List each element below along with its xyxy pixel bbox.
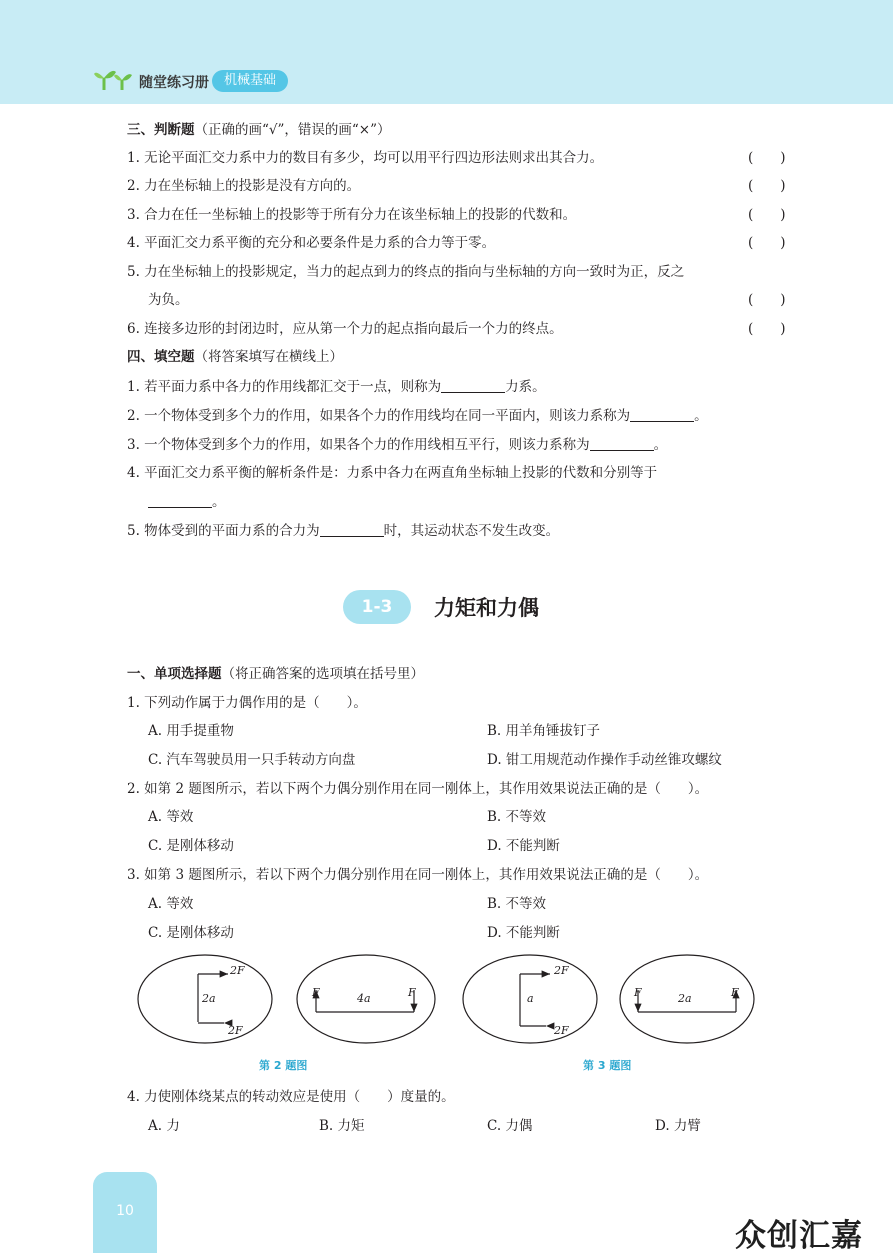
- fill-item-text: 1. 若平面力系中各力的作用线都汇交于一点，则称为: [127, 379, 442, 395]
- fill-instruction: （将答案填写在横线上）: [194, 349, 343, 365]
- judgment-instruction: （正确的画“√”，错误的画“×”）: [194, 122, 391, 138]
- page-number: 10: [116, 1203, 134, 1219]
- figure-2-caption: 第 2 题图: [259, 1059, 308, 1072]
- option-c: C. 力偶: [487, 1118, 533, 1134]
- choice-q4: 4. 力使刚体绕某点的转动效应是使用（ ）度量的。: [127, 1089, 455, 1105]
- option-a: A. 等效: [148, 809, 194, 825]
- figure-3-caption: 第 3 题图: [583, 1059, 632, 1072]
- force-label: 2F: [230, 964, 245, 977]
- fill-item-text: 力系。: [505, 379, 546, 395]
- fill-item-4-cont: [148, 492, 226, 512]
- option-c: C. 汽车驾驶员用一只手转动方向盘: [148, 752, 356, 768]
- judgment-item-1: 1. 无论平面汇交力系中力的数目有多少，均可以用平行四边形法则求出其合力。: [127, 150, 604, 166]
- fill-item-text: 3. 一个物体受到多个力的作用，如果各个力的作用线相互平行，则该力系称为: [127, 437, 590, 453]
- option-b: B. 用羊角锤拔钉子: [487, 723, 601, 739]
- fill-item-text: 。: [694, 408, 708, 424]
- judgment-heading: [127, 120, 391, 140]
- answer-paren[interactable]: ( ): [748, 207, 786, 223]
- force-label: F: [312, 986, 320, 999]
- force-couple-figures: [130, 952, 770, 1052]
- answer-paren[interactable]: ( ): [748, 235, 786, 251]
- fill-item-text: 。: [212, 494, 226, 510]
- answer-blank[interactable]: [590, 436, 654, 451]
- arm-label: a: [527, 992, 534, 1005]
- fill-item-text: 。: [653, 437, 668, 453]
- lesson-title: 力矩和力偶: [434, 596, 539, 620]
- sprout-icon: [94, 66, 134, 92]
- fill-heading: [127, 347, 343, 367]
- force-label: F: [731, 986, 739, 999]
- force-label: 2F: [554, 1024, 569, 1037]
- force-label: F: [408, 986, 416, 999]
- judgment-item-5-cont: 为负。: [148, 292, 189, 308]
- answer-blank[interactable]: [441, 378, 505, 393]
- judgment-item-3: 3. 合力在任一坐标轴上的投影等于所有分力在该坐标轴上的投影的代数和。: [127, 207, 577, 223]
- answer-blank[interactable]: [630, 407, 694, 422]
- option-d: D. 不能判断: [487, 925, 560, 941]
- option-d: D. 钳工用规范动作操作手动丝锥攻螺纹: [487, 752, 722, 768]
- option-b: B. 力矩: [319, 1118, 365, 1134]
- force-label: F: [634, 986, 642, 999]
- fill-item-2: [127, 406, 708, 426]
- lesson-number-badge: 1-3: [343, 590, 411, 624]
- answer-paren[interactable]: ( ): [748, 321, 786, 337]
- force-label: 2F: [228, 1024, 243, 1037]
- fill-item-text: 2. 一个物体受到多个力的作用，如果各个力的作用线均在同一平面内，则该力系称为: [127, 408, 631, 424]
- force-label: 2F: [554, 964, 569, 977]
- choice-q2: 2. 如第 2 题图所示，若以下两个力偶分别作用在同一刚体上，其作用效果说法正确的是（ ）。: [127, 781, 709, 797]
- fill-item-text: 5. 物体受到的平面力系的合力为: [127, 523, 320, 539]
- fill-item-1: [127, 377, 546, 397]
- judgment-item-5: 5. 力在坐标轴上的投影规定，当力的起点到力的终点的指向与坐标轴的方向一致时为正，反之: [127, 264, 685, 280]
- option-d: D. 力臂: [655, 1118, 701, 1134]
- fill-item-5: [127, 521, 559, 541]
- judgment-item-6: 6. 连接多边形的封闭边时，应从第一个力的起点指向最后一个力的终点。: [127, 321, 563, 337]
- answer-paren[interactable]: ( ): [748, 292, 786, 308]
- judgment-item-4: 4. 平面汇交力系平衡的充分和必要条件是力系的合力等于零。: [127, 235, 496, 251]
- option-a: A. 力: [148, 1118, 180, 1134]
- judgment-item-2: 2. 力在坐标轴上的投影是没有方向的。: [127, 178, 361, 194]
- fill-title: 四、填空题: [127, 349, 195, 365]
- arm-label: 2a: [678, 992, 692, 1005]
- option-c: C. 是刚体移动: [148, 838, 234, 854]
- option-a: A. 用手提重物: [148, 723, 234, 739]
- judgment-title: 三、判断题: [127, 122, 195, 138]
- arm-label: 4a: [357, 992, 371, 1005]
- answer-paren[interactable]: ( ): [748, 150, 786, 166]
- option-b: B. 不等效: [487, 809, 547, 825]
- option-c: C. 是刚体移动: [148, 925, 234, 941]
- choice-title: 一、单项选择题: [127, 666, 222, 682]
- answer-blank[interactable]: [148, 493, 212, 508]
- watermark-logo: 众创汇嘉: [735, 1218, 863, 1254]
- option-d: D. 不能判断: [487, 838, 560, 854]
- fill-item-text: 时，其运动状态不发生改变。: [383, 523, 560, 539]
- fill-item-4: 4. 平面汇交力系平衡的解析条件是：力系中各力在两直角坐标轴上投影的代数和分别等于: [127, 465, 658, 481]
- book-title: 随堂练习册: [139, 75, 209, 91]
- answer-paren[interactable]: ( ): [748, 178, 786, 194]
- choice-heading: [127, 664, 424, 684]
- option-a: A. 等效: [148, 896, 194, 912]
- arm-label: 2a: [202, 992, 216, 1005]
- choice-q1: 1. 下列动作属于力偶作用的是（ ）。: [127, 695, 367, 711]
- choice-instruction: （将正确答案的选项填在括号里）: [221, 666, 424, 682]
- choice-q3: 3. 如第 3 题图所示，若以下两个力偶分别作用在同一刚体上，其作用效果说法正确的是（ ）。: [127, 867, 709, 883]
- fill-item-3: [127, 435, 667, 455]
- option-b: B. 不等效: [487, 896, 547, 912]
- answer-blank[interactable]: [320, 522, 384, 537]
- subject-tag: 机械基础: [212, 70, 288, 92]
